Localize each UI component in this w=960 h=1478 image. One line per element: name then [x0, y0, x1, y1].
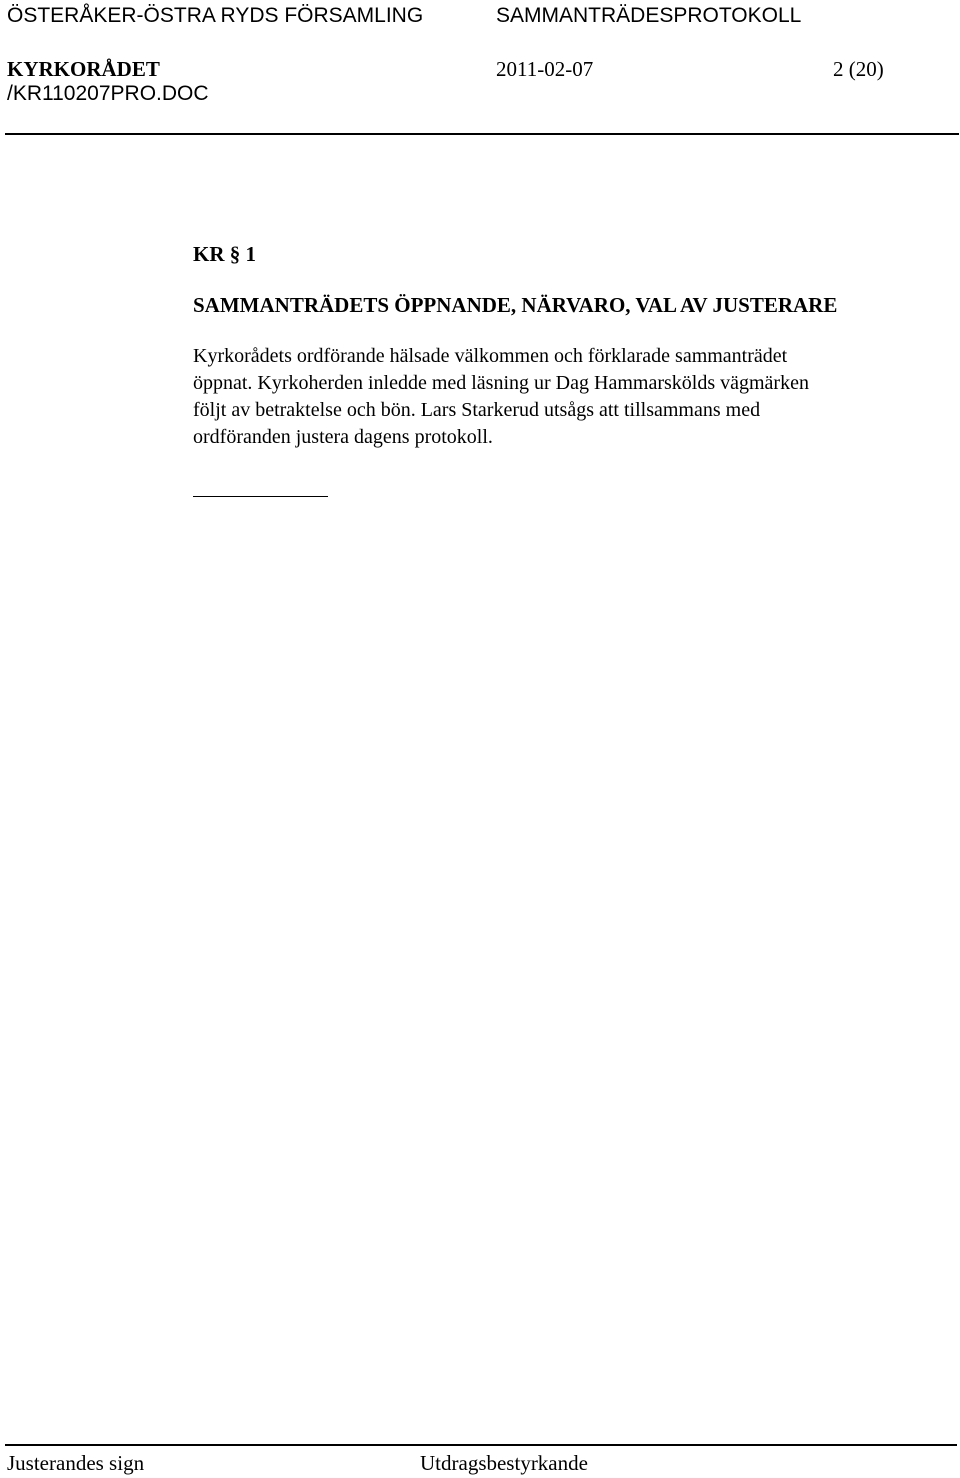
footer-divider	[5, 1444, 957, 1446]
document-type: SAMMANTRÄDESPROTOKOLL	[496, 4, 802, 27]
header-divider	[5, 133, 959, 135]
parish-name: ÖSTERÅKER-ÖSTRA RYDS FÖRSAMLING	[7, 4, 424, 27]
footer-certification-label: Utdragsbestyrkande	[420, 1451, 588, 1475]
section-number: KR § 1	[193, 242, 256, 266]
board-name: KYRKORÅDET	[7, 57, 160, 81]
meeting-date: 2011-02-07	[496, 57, 594, 81]
body-line-4: ordföranden justera dagens protokoll.	[193, 426, 493, 448]
body-line-2: öppnat. Kyrkoherden inledde med läsning ur Dag Hammarskölds vägmärken	[193, 372, 809, 394]
footer-initials-label: Justerandes sign	[7, 1451, 145, 1475]
section-title: SAMMANTRÄDETS ÖPPNANDE, NÄRVARO, VAL AV JUSTERARE	[193, 293, 838, 317]
file-name: /KR110207PRO.DOC	[7, 82, 209, 105]
page-number: 2 (20)	[833, 57, 884, 81]
body-line-3: följt av betraktelse och bön. Lars Starkerud utsågs att tillsammans med	[193, 399, 761, 421]
signature-underline	[193, 496, 328, 497]
body-line-1: Kyrkorådets ordförande hälsade välkommen och förklarade sammanträdet	[193, 345, 788, 367]
